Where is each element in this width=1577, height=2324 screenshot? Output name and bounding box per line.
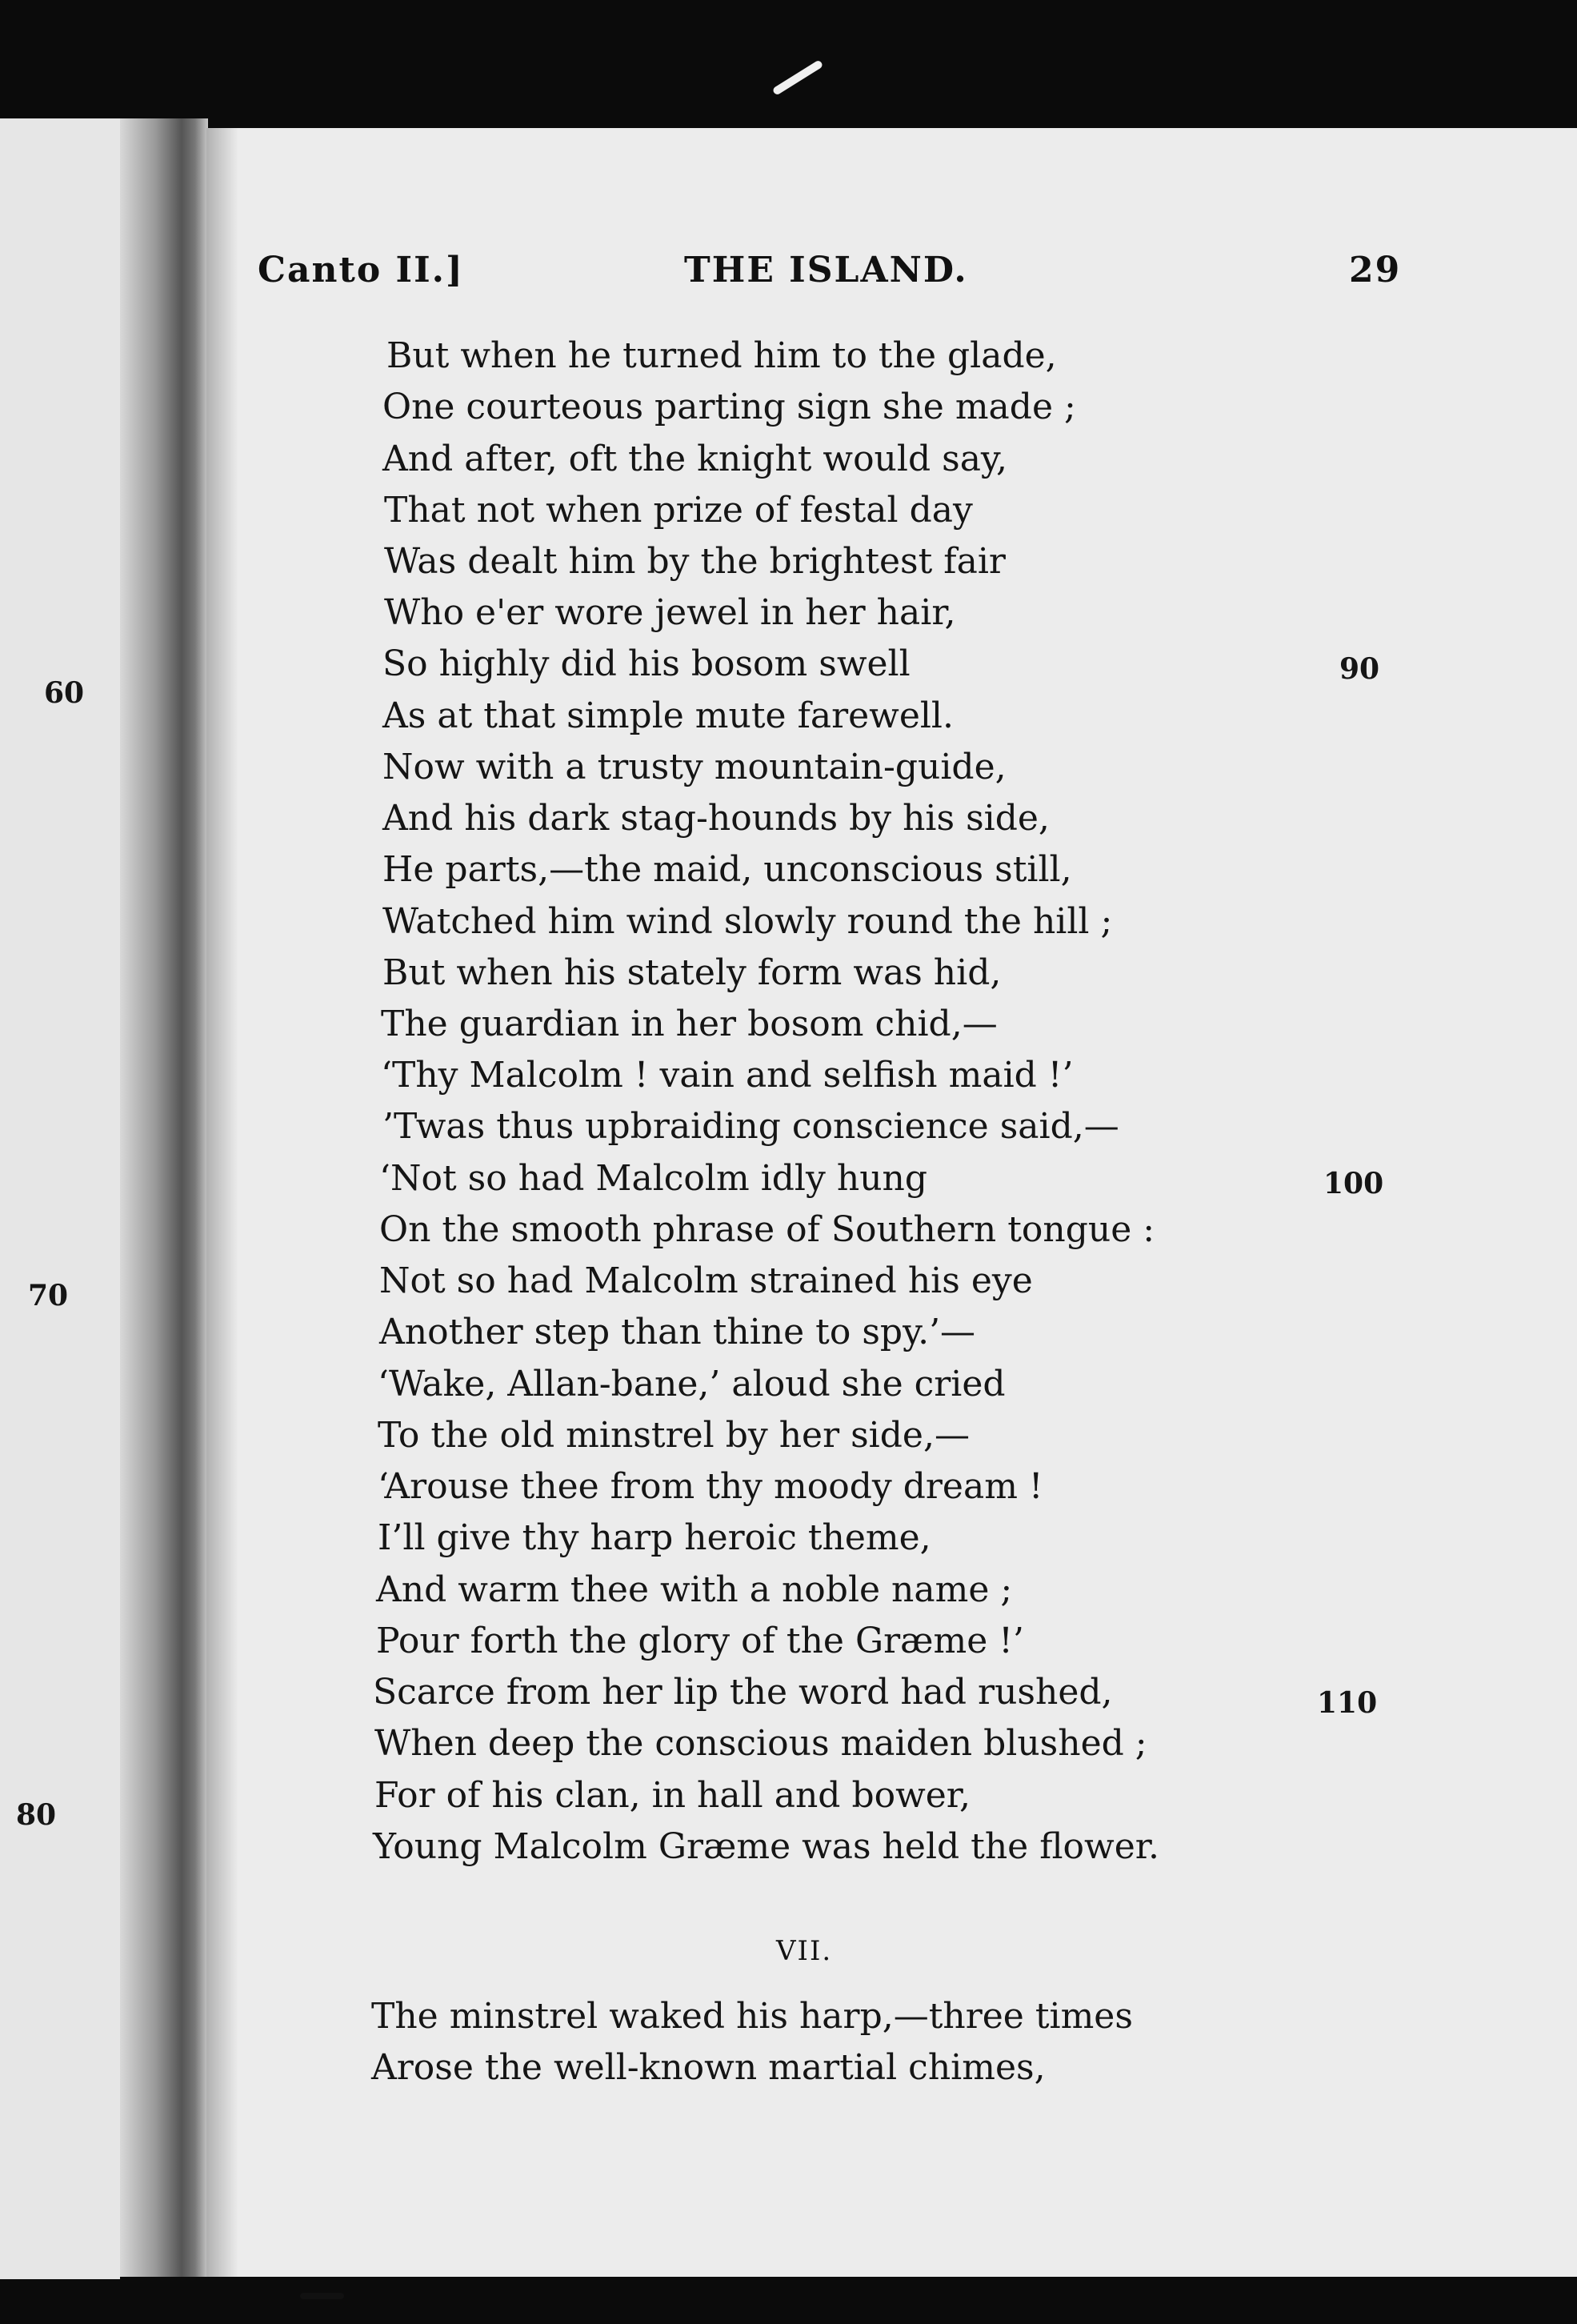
- poem-line: Young Malcolm Græme was held the flower.: [373, 1826, 1159, 1867]
- poem-line: And after, oft the knight would say,: [382, 439, 1007, 479]
- poem-line: The guardian in her bosom chid,—: [381, 1004, 998, 1044]
- poem-line: Not so had Malcolm strained his eye: [379, 1260, 1033, 1301]
- running-title: THE ISLAND.: [684, 250, 968, 290]
- poem-line: One courteous parting sign she made ;: [382, 387, 1076, 427]
- stanza-heading: VII.: [776, 1935, 833, 1967]
- scan-artifact-mark: [300, 2293, 344, 2299]
- poem-line: Watched him wind slowly round the hill ;: [382, 901, 1113, 942]
- poem-line: ‘Not so had Malcolm idly hung: [379, 1158, 928, 1199]
- facing-page-line-number: 70: [28, 1279, 69, 1312]
- facing-page-line-number: 60: [44, 676, 85, 710]
- poem-line: Was dealt him by the brightest fair: [384, 541, 1006, 582]
- poem-line: Now with a trusty mountain-guide,: [382, 747, 1007, 787]
- line-number: 110: [1317, 1686, 1378, 1720]
- poem-line: ‘Arouse thee from thy moody dream !: [378, 1466, 1043, 1507]
- facing-page-line-number: 80: [16, 1798, 57, 1832]
- poem-line: Another step than thine to spy.’—: [379, 1312, 976, 1352]
- poem-line: For of his clan, in hall and bower,: [374, 1775, 971, 1816]
- poem-line: Pour forth the glory of the Græme !’: [376, 1621, 1024, 1661]
- poem-line: But when he turned him to the glade,: [386, 335, 1057, 376]
- poem-line: But when his stately form was hid,: [382, 952, 1002, 993]
- canto-label: Canto II.]: [258, 250, 464, 290]
- poem-line: The minstrel waked his harp,—three times: [371, 1996, 1133, 2037]
- poem-line: ‘Thy Malcolm ! vain and selfish maid !’: [381, 1055, 1074, 1096]
- poem-line: Arose the well-known martial chimes,: [371, 2047, 1046, 2088]
- poem-line: I’ll give thy harp heroic theme,: [378, 1517, 931, 1558]
- poem-line: He parts,—the maid, unconscious still,: [382, 849, 1072, 890]
- poem-line: So highly did his bosom swell: [382, 643, 911, 684]
- bottom-scan-edge: [120, 2277, 1577, 2324]
- poem-line: That not when prize of festal day: [384, 490, 973, 531]
- page-edge-shadow: [206, 128, 238, 2289]
- page-number: 29: [1349, 250, 1402, 290]
- poem-line: When deep the conscious maiden blushed ;: [374, 1723, 1147, 1764]
- poem-line: And warm thee with a noble name ;: [376, 1569, 1013, 1610]
- poem-line: On the smooth phrase of Southern tongue :: [379, 1209, 1155, 1250]
- line-number: 90: [1339, 652, 1380, 686]
- poem-line: As at that simple mute farewell.: [382, 695, 954, 736]
- poem-line: Scarce from her lip the word had rushed,: [373, 1672, 1113, 1713]
- poem-line: ’Twas thus upbraiding conscience said,—: [382, 1106, 1119, 1147]
- poem-line: To the old minstrel by her side,—: [378, 1415, 970, 1456]
- line-number: 100: [1323, 1167, 1384, 1200]
- poem-line: ‘Wake, Allan-bane,’ aloud she cried: [378, 1364, 1006, 1404]
- poem-line: Who e'er wore jewel in her hair,: [384, 592, 956, 633]
- poem-line: And his dark stag-hounds by his side,: [382, 798, 1050, 839]
- book-gutter-shadow: [120, 118, 208, 2279]
